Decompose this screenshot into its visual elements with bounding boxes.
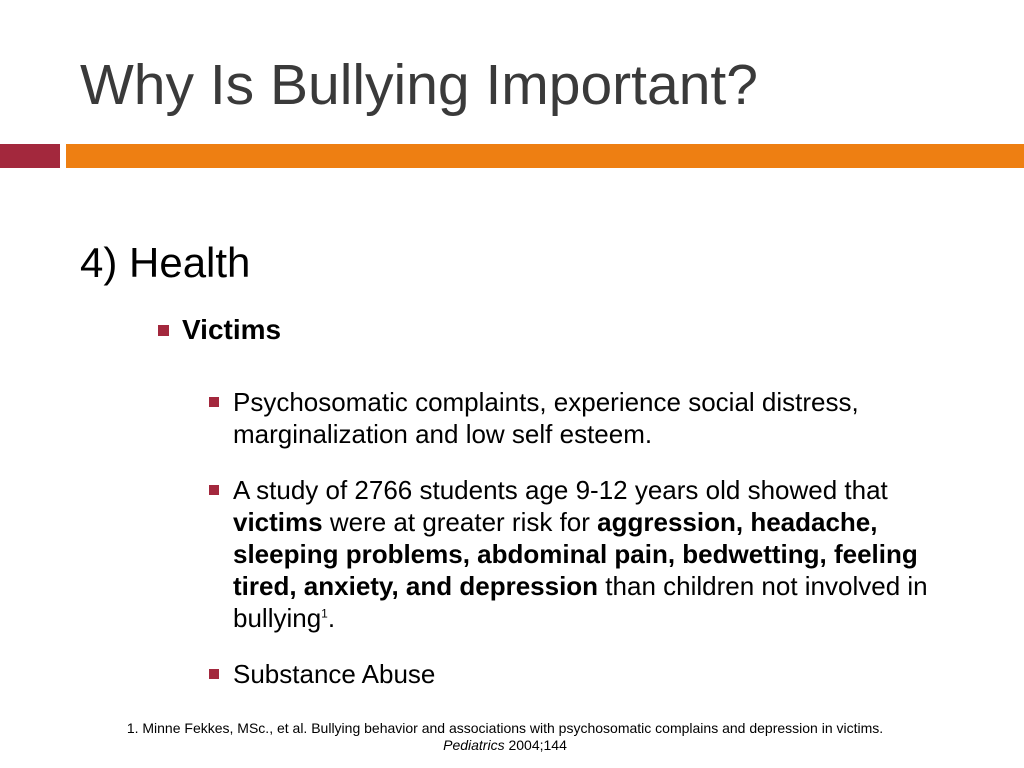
footnote-tail: 2004;144 xyxy=(504,737,567,753)
study-text-part3: than children not involved in bullying xyxy=(233,571,928,633)
bullet-study-text xyxy=(233,474,969,634)
footnote-citation xyxy=(100,720,910,754)
square-bullet-icon xyxy=(209,397,219,407)
study-text-part2: were at greater risk for xyxy=(322,507,598,537)
study-text-symptoms: aggression, headache, sleeping problems, abdominal pain, bedwetting, feeling tired, anxiety, and depression xyxy=(233,507,918,601)
bullet-psychosomatic-text: Psychosomatic complaints, experience social distress, marginalization and low self esteem. xyxy=(233,387,859,449)
bullet-study xyxy=(209,474,969,634)
square-bullet-icon xyxy=(209,669,219,679)
title-divider-orange xyxy=(66,144,1024,168)
title-divider-red xyxy=(0,144,60,168)
slide-title: Why Is Bullying Important? xyxy=(80,53,758,117)
square-bullet-icon xyxy=(158,325,169,336)
victims-label: Victims xyxy=(182,314,282,345)
bullet-substance-abuse-text: Substance Abuse xyxy=(233,659,436,689)
footnote-text: 1. Minne Fekkes, MSc., et al. Bullying behavior and associations with psychosomatic complains and depression in victims. xyxy=(126,720,884,736)
study-text-part1: A study of 2766 students age 9-12 years old showed that xyxy=(233,475,888,505)
footnote-journal: Pediatrics xyxy=(443,737,505,753)
bullet-psychosomatic xyxy=(209,386,969,450)
study-text-end: . xyxy=(327,603,336,633)
square-bullet-icon xyxy=(209,485,219,495)
section-heading: 4) Health xyxy=(80,239,251,286)
footnote-reference: 1 xyxy=(321,606,328,621)
bullet-substance-abuse xyxy=(209,658,969,690)
study-text-victims: victims xyxy=(233,507,323,537)
